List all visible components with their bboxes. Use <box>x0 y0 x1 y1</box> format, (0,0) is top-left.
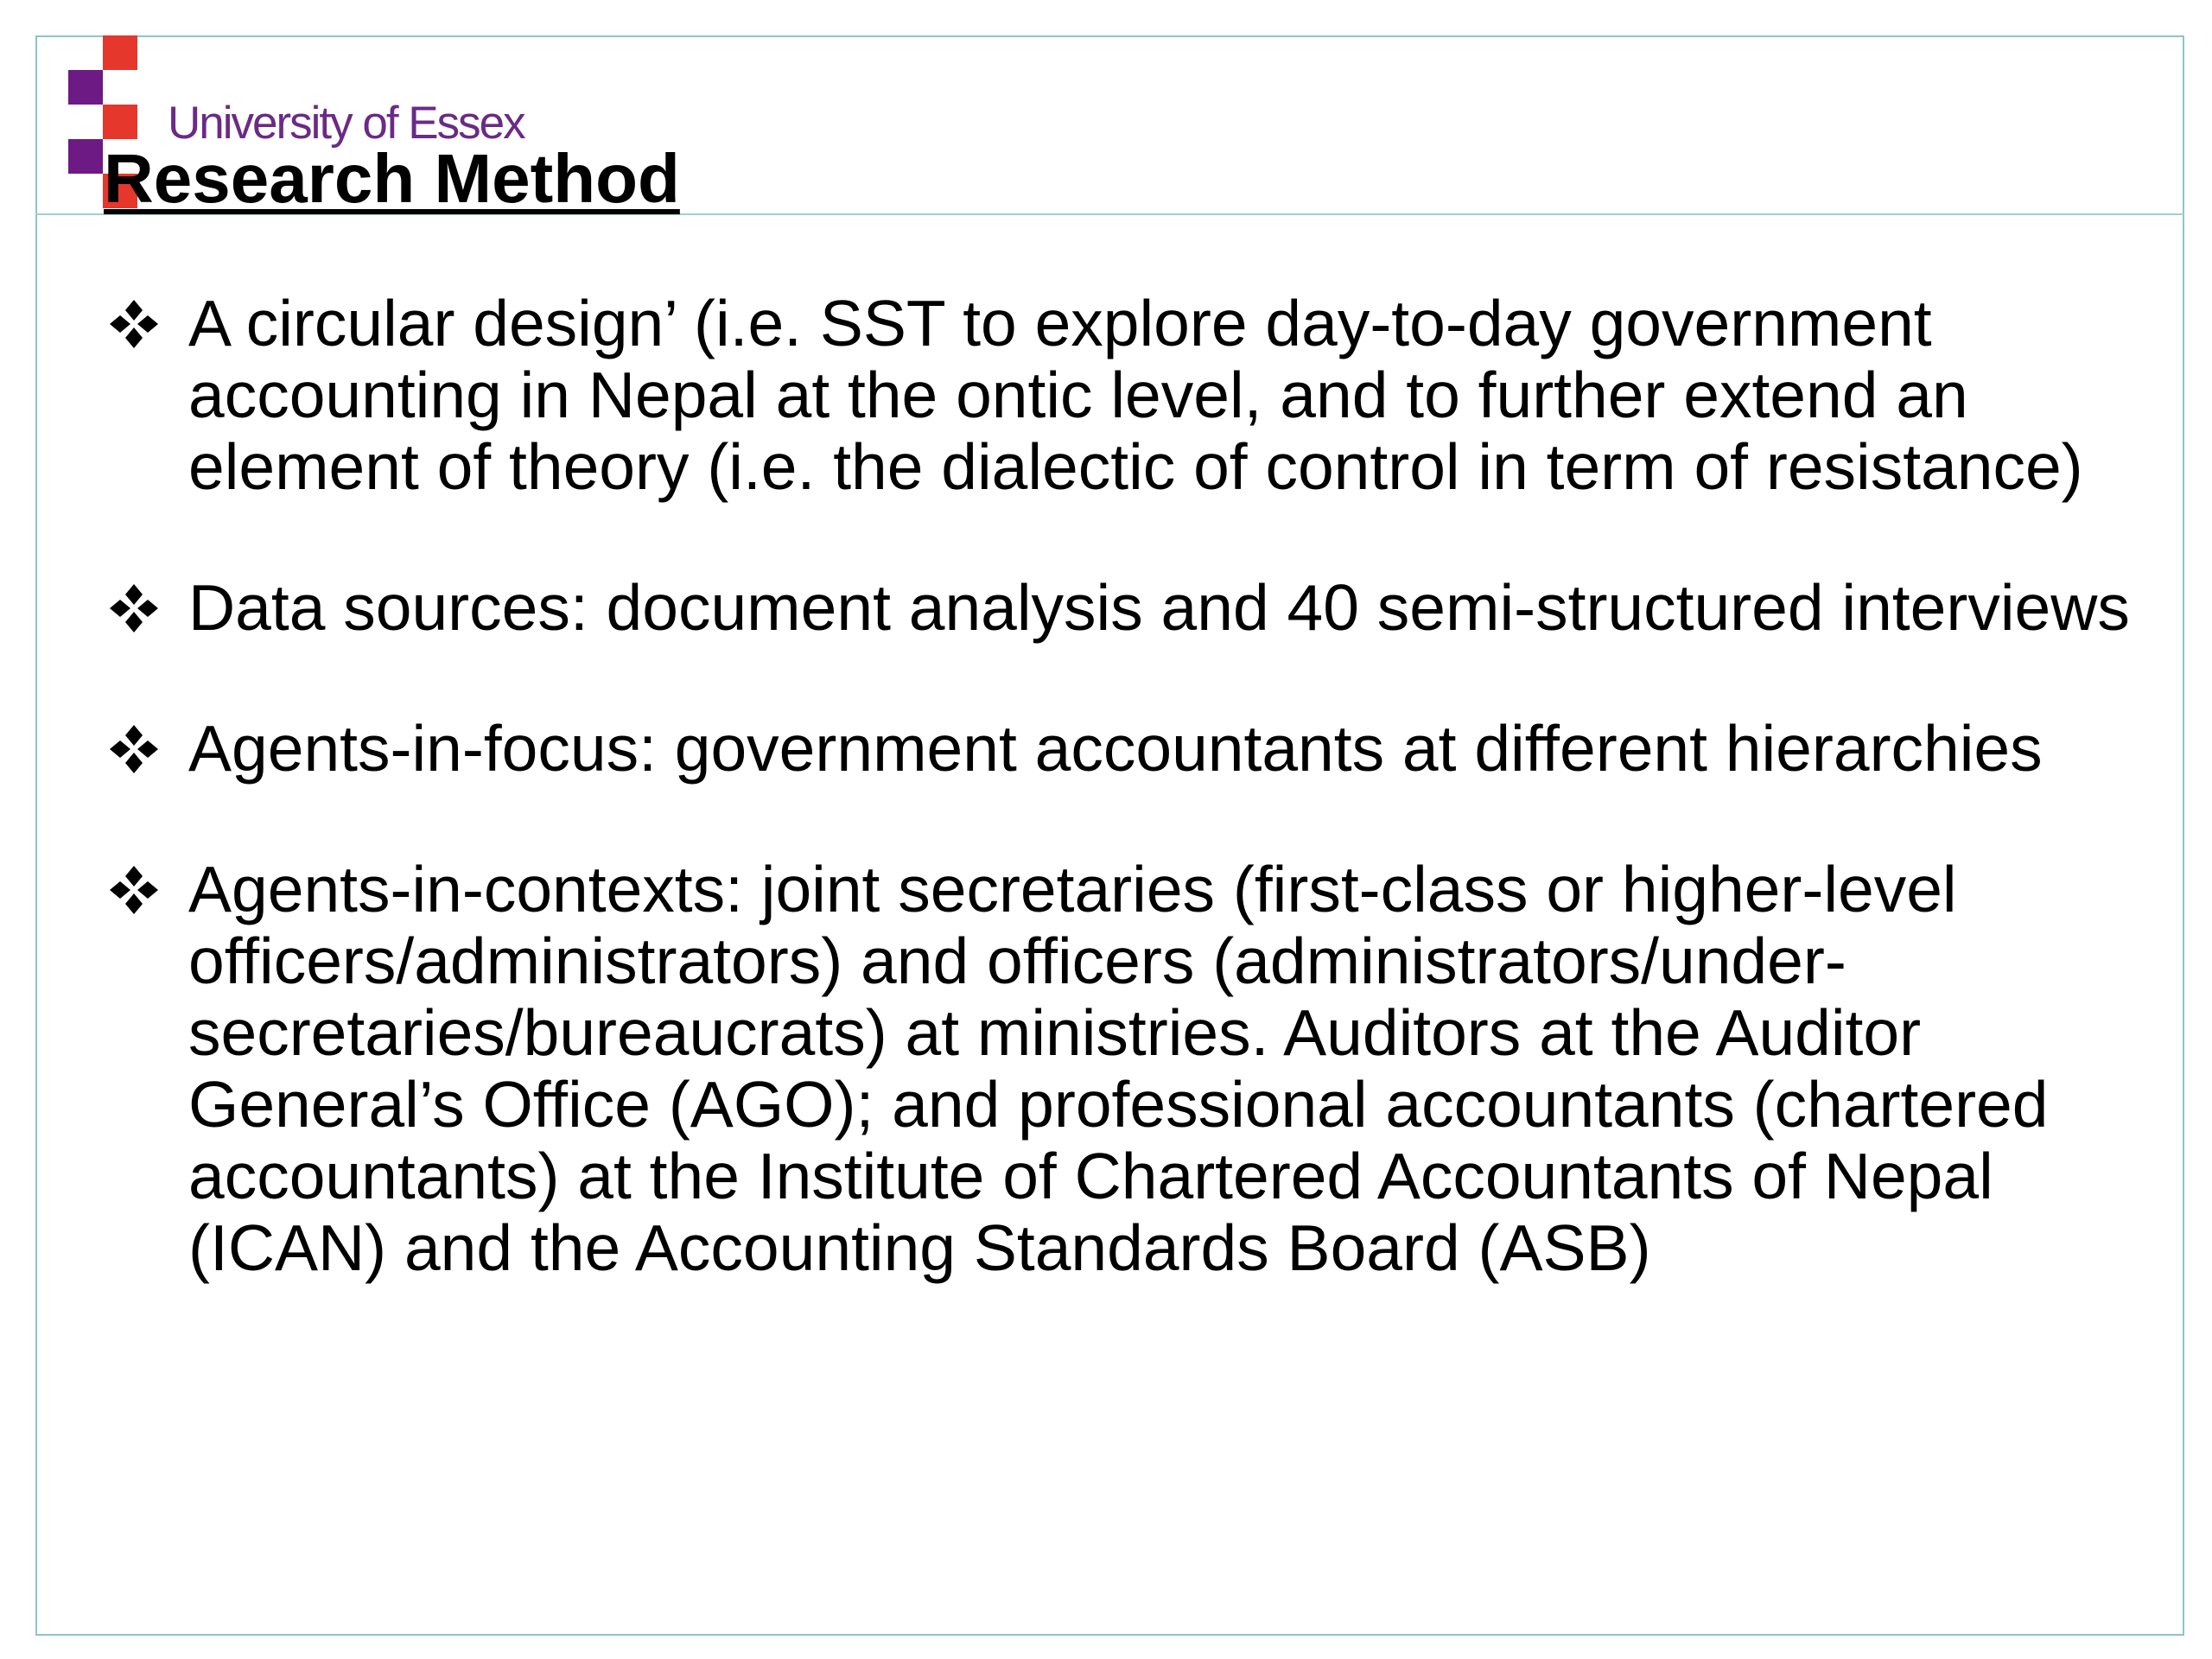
bullet-list <box>104 288 2169 1353</box>
bullet-text: Agents-in-focus: government accountants at different hierarchies <box>188 712 2043 785</box>
four-diamond-bullet-icon <box>108 298 160 350</box>
logo-square-red <box>103 105 137 139</box>
bullet-text: Data sources: document analysis and 40 semi-structured interviews <box>188 571 2130 644</box>
slide-title: Research Method <box>104 140 680 217</box>
bullet-item <box>104 288 2169 503</box>
four-diamond-bullet-icon <box>108 864 160 916</box>
bullet-text: Agents-in-contexts: joint secretaries (first-class or higher-level officers/administrators) and officers (administrators/under-secretaries/bureaucrats) at ministries. Auditors at the Auditor General’s Office (AGO); and professional accountants (chartered accountants) at the Institute of Chartered Accountants of Nepal (ICAN) and the Accounting Standards Board (ASB) <box>188 853 2049 1284</box>
four-diamond-bullet-icon <box>108 723 160 775</box>
logo-square-purple <box>68 70 103 105</box>
logo-square-purple <box>68 139 103 174</box>
bullet-text: A circular design’ (i.e. SST to explore day-to-day government accounting in Nepal at the ontic level, and to further extend an element of theory (i.e. the dialectic of control in term of resistance) <box>188 287 2083 503</box>
bullet-item <box>104 854 2169 1284</box>
four-diamond-bullet-icon <box>108 582 160 634</box>
logo-wordmark: University of Essex <box>168 98 524 149</box>
logo-square-red <box>103 35 137 70</box>
bullet-item <box>104 713 2169 785</box>
bullet-item <box>104 572 2169 644</box>
